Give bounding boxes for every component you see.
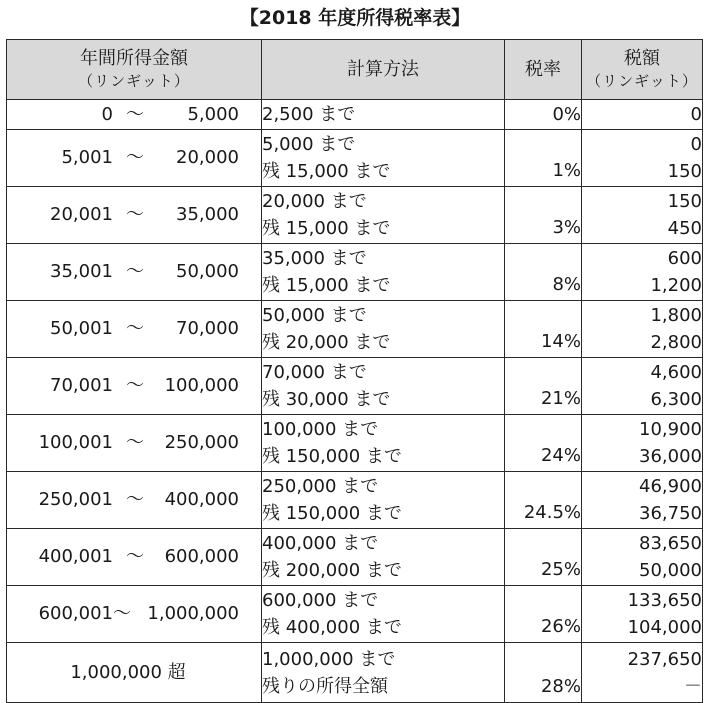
table-row [7, 100, 703, 130]
rate-cell: 24% [505, 415, 582, 472]
rate-cell: 26% [505, 586, 582, 643]
tax-line-1: 237,650 [627, 648, 702, 670]
method-line-1: 250,000 まで [262, 476, 379, 497]
income-lower: 35,001 [50, 261, 113, 282]
income-range-cell [7, 586, 262, 643]
tax-line-1: 600 [667, 248, 702, 269]
method-line-1: 400,000 まで [262, 533, 379, 554]
income-range-cell [7, 244, 262, 301]
method-cell [262, 415, 505, 472]
method-cell [262, 472, 505, 529]
header-income [7, 40, 262, 100]
range-separator: ～ [126, 147, 144, 168]
tax-line-1: 1,800 [650, 305, 702, 326]
income-range-cell [7, 529, 262, 586]
header-rate [505, 40, 582, 100]
table-row [7, 130, 703, 187]
method-line-2: 残 15,000 まで [262, 161, 391, 182]
method-line-1: 600,000 まで [262, 590, 379, 611]
range-separator: ～ [126, 318, 144, 339]
income-range-cell [7, 358, 262, 415]
income-lower: 70,001 [50, 375, 113, 396]
tax-line-1: 0 [690, 104, 702, 125]
rate-cell: 14% [505, 301, 582, 358]
range-separator: ～ [126, 261, 144, 282]
method-line-1: 100,000 まで [262, 419, 379, 440]
method-line-2: 残 400,000 まで [262, 617, 402, 638]
method-line-1: 35,000 まで [262, 248, 367, 269]
tax-line-2: 36,000 [639, 446, 702, 467]
tax-cell [582, 415, 703, 472]
income-upper: 70,000 [176, 318, 239, 339]
income-upper: 100,000 [164, 375, 239, 396]
tax-line-2: 450 [667, 218, 702, 239]
rate-cell: 25% [505, 529, 582, 586]
income-upper: 600,000 [164, 546, 239, 567]
table-row [7, 415, 703, 472]
method-line-1: 2,500 まで [262, 104, 356, 125]
tax-line-2: 104,000 [627, 617, 702, 638]
table-row [7, 187, 703, 244]
method-line-2: 残 20,000 まで [262, 332, 391, 353]
rate-cell: 1% [505, 130, 582, 187]
method-cell [262, 301, 505, 358]
tax-cell [582, 586, 703, 643]
tax-cell [582, 301, 703, 358]
header-method-label: 計算方法 [347, 59, 419, 80]
tax-cell [582, 100, 703, 130]
tax-line-1: 0 [690, 134, 702, 155]
method-cell [262, 643, 505, 703]
income-lower: 400,001 [38, 546, 113, 567]
rate-cell: 8% [505, 244, 582, 301]
range-separator: ～ [113, 603, 131, 624]
method-line-2: 残 150,000 まで [262, 503, 402, 524]
income-range-cell [7, 130, 262, 187]
header-tax-label: 税額 [624, 47, 660, 69]
tax-line-1: 133,650 [627, 590, 702, 611]
method-line-1: 70,000 まで [262, 362, 367, 383]
income-lower: 1,000,000 超 [70, 661, 186, 683]
range-separator: ～ [126, 103, 144, 125]
income-range-cell [7, 301, 262, 358]
income-range-cell [7, 187, 262, 244]
income-lower: 20,001 [50, 204, 113, 225]
tax-line-1: 46,900 [639, 476, 702, 497]
income-upper: 50,000 [176, 261, 239, 282]
method-cell [262, 244, 505, 301]
method-line-1: 20,000 まで [262, 191, 367, 212]
rate-cell: 24.5% [505, 472, 582, 529]
header-tax [582, 40, 703, 100]
table-row [7, 472, 703, 529]
income-upper: 20,000 [176, 147, 239, 168]
method-line-2: 残 200,000 まで [262, 560, 402, 581]
table-row [7, 244, 703, 301]
tax-line-2: 150 [667, 161, 702, 182]
method-line-2: 残 15,000 まで [262, 218, 391, 239]
method-line-2: 残 150,000 まで [262, 446, 402, 467]
tax-cell [582, 244, 703, 301]
income-upper: 1,000,000 [147, 603, 239, 624]
method-line-2: 残 30,000 まで [262, 389, 391, 410]
method-line-2: 残りの所得全額 [262, 675, 388, 697]
range-separator: ～ [126, 375, 144, 396]
income-lower: 100,001 [38, 432, 113, 453]
income-lower: 600,001 [38, 603, 113, 624]
table-title: 【2018 年度所得税率表】 [239, 7, 471, 29]
tax-cell [582, 643, 703, 703]
method-cell [262, 586, 505, 643]
tax-line-2: 36,750 [639, 503, 702, 524]
income-lower: 250,001 [38, 489, 113, 510]
method-cell [262, 358, 505, 415]
header-rate-label: 税率 [525, 59, 561, 80]
income-upper: 5,000 [187, 103, 239, 125]
income-upper: 35,000 [176, 204, 239, 225]
income-range-cell [7, 100, 262, 130]
method-cell [262, 130, 505, 187]
tax-line-2: 50,000 [639, 560, 702, 581]
tax-line-2: 2,800 [650, 332, 702, 353]
rate-cell: 3% [505, 187, 582, 244]
table-row [7, 529, 703, 586]
table-row [7, 358, 703, 415]
method-cell [262, 100, 505, 130]
tax-line-1: 150 [667, 191, 702, 212]
range-separator: ～ [126, 489, 144, 510]
header-row [7, 40, 703, 100]
tax-cell [582, 358, 703, 415]
table-row [7, 301, 703, 358]
method-line-2: 残 15,000 まで [262, 275, 391, 296]
rate-cell: 0% [505, 100, 582, 130]
range-separator: ～ [126, 546, 144, 567]
income-range-cell [7, 472, 262, 529]
header-income-unit: （リンギット） [78, 71, 190, 90]
method-line-1: 50,000 まで [262, 305, 367, 326]
income-upper: 400,000 [164, 489, 239, 510]
table-row [7, 643, 703, 703]
header-tax-unit: （リンギット） [586, 71, 698, 90]
tax-rate-table [6, 39, 703, 703]
method-cell [262, 187, 505, 244]
income-range-cell [7, 643, 262, 703]
income-lower: 5,001 [61, 147, 113, 168]
tax-cell [582, 472, 703, 529]
header-income-label: 年間所得金額 [80, 47, 188, 69]
tax-cell [582, 187, 703, 244]
income-upper: 250,000 [164, 432, 239, 453]
tax-line-1: 10,900 [639, 419, 702, 440]
rate-cell: 28% [505, 643, 582, 703]
rate-cell: 21% [505, 358, 582, 415]
income-lower: 50,001 [50, 318, 113, 339]
method-line-1: 5,000 まで [262, 134, 356, 155]
tax-line-1: 4,600 [650, 362, 702, 383]
tax-line-2: 1,200 [650, 275, 702, 296]
tax-cell [582, 529, 703, 586]
method-line-1: 1,000,000 まで [262, 648, 396, 670]
range-separator: ～ [126, 204, 144, 225]
tax-line-2: 6,300 [650, 389, 702, 410]
method-cell [262, 529, 505, 586]
table-row [7, 586, 703, 643]
tax-line-2: － [684, 675, 702, 697]
income-range-cell [7, 415, 262, 472]
tax-line-1: 83,650 [639, 533, 702, 554]
header-method [262, 40, 505, 100]
range-separator: ～ [126, 432, 144, 453]
tax-cell [582, 130, 703, 187]
income-lower: 0 [101, 103, 113, 125]
